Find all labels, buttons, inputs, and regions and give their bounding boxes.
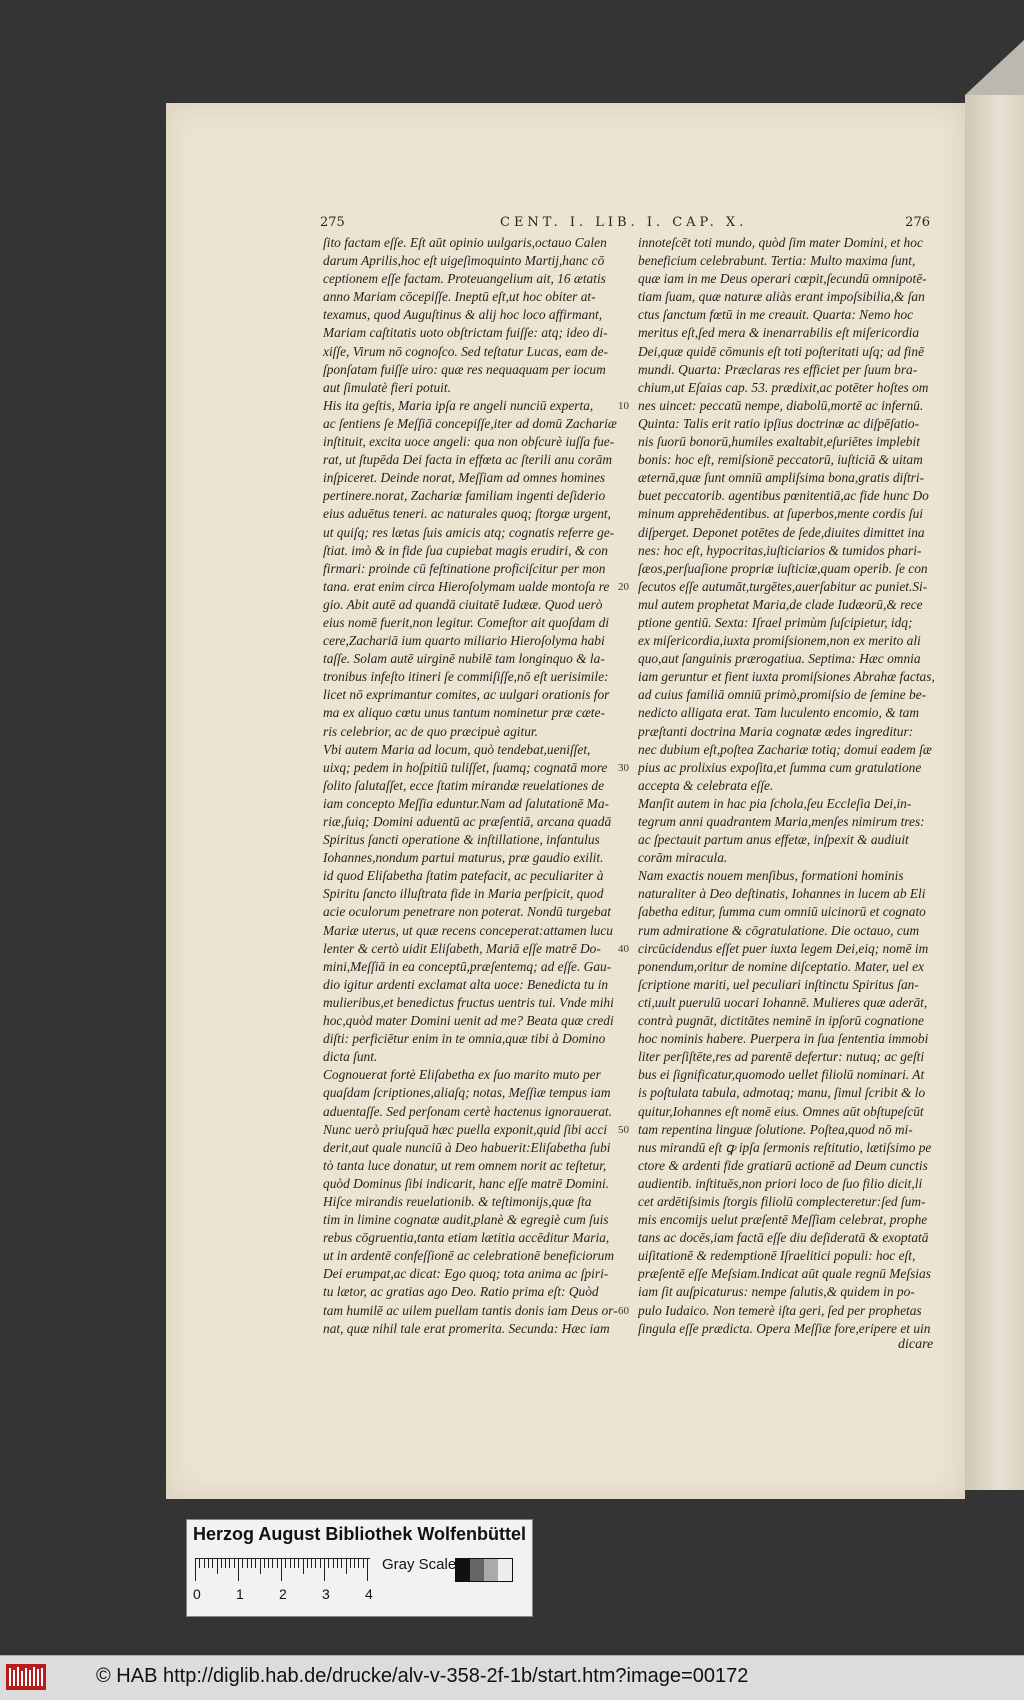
ruler-number: 4 <box>365 1586 373 1602</box>
text-line: anno Mariam cōcepiſſe. Ineptū eſt,ut hoc obiter at- <box>323 289 596 305</box>
text-line: ctus ſanctum fœtū in me creauit. Quarta: Nemo hoc <box>638 307 914 323</box>
text-line: aut ſimulatè fieri potuit. <box>323 379 451 395</box>
text-line: uiſitationē & redemptionē Iſraelitici populi: hoc eſt, <box>638 1248 916 1264</box>
text-line: liter perſiſtēte,res ad parentē defertur: nutuq; ac geſti <box>638 1049 925 1065</box>
text-line: Hiſce mirandis reuelationib. & teſtimonijs,quæ ſta <box>323 1193 592 1209</box>
text-line: tana. erat enim circa Hieroſolymam ualde montoſa re <box>323 578 610 594</box>
text-line: iam concepto Meſſia eduntur.Nam ad ſalutationē Ma- <box>323 795 609 811</box>
catchword: dicare <box>898 1337 934 1352</box>
text-line: iam ſit auſpicaturus: nempe ſalutis,& quidem in po- <box>638 1284 915 1300</box>
text-line: diſperget. Deponet potētes de ſede,diuites dimittet ina <box>638 524 925 540</box>
text-line: tò tanta luce donatur, ut rem omnem norit ac teſtetur, <box>323 1157 607 1173</box>
ruler-number: 3 <box>322 1586 330 1602</box>
text-line: mini,Meſſiā in ea conceptū,præſentemq; ad eſſe. Gau- <box>323 958 612 974</box>
text-line: ad cuius familiā omniū primò,promiſsio de ſemine be- <box>638 687 927 703</box>
text-line: rum admiratione & cōgratulatione. Die octauo, cum <box>638 922 920 938</box>
gray-scale-bar <box>455 1558 513 1582</box>
text-line: ptione gentiū. Sexta: Iſrael primùm ſuſcipietur, idq; <box>638 614 913 630</box>
text-line: nes: hoc eſt, hypocritas,iuſticiarios & tumidos phari- <box>638 542 922 558</box>
text-line: dicta ſunt. <box>323 1049 378 1065</box>
text-line: bus ei ſignificatur,quomodo uellet filiolū nominari. At <box>638 1067 925 1083</box>
text-line: audientib. inſtituēs,non priori loco de ſuo filio dicit,li <box>638 1175 923 1191</box>
text-line: eius aduētus teneri. ac naturales quoq; ſtorgæ urgent, <box>323 506 611 522</box>
text-line: ac ſentiens ſe Meſſiā concepiſſe,iter ad domū Zachariæ <box>323 415 617 431</box>
text-line: nec dubium eſt,poſtea Zachariæ totiq; domui eadem ſæ <box>638 741 932 757</box>
text-line: naturaliter à Deo deſtinatis, Iohannes in lucem ab Eli <box>638 886 926 902</box>
text-line: iam geruntur et fient iuxta promiſsiones Abrahæ factas, <box>638 669 935 685</box>
text-line: quitur,Iohannes eſt nomē eius. Omnes aūt obſtupeſcūt <box>638 1103 924 1119</box>
text-line: riæ,ſuiq; Domini aduentū ac præſentiā, arcana quadā <box>323 814 612 829</box>
running-header <box>320 213 930 235</box>
text-line: Spiritus ſancti operatione & inſtillatione, infantulus <box>323 832 600 848</box>
text-line: mundi. Quarta: Præclaras res efficiet per ſuum bra- <box>638 361 918 377</box>
text-line: hoc nominis habere. Puerpera in ſua ſententia immobi <box>638 1031 929 1047</box>
text-line: minum apprehēdentibus. at ſuperbos,mente cordis ſui <box>638 506 924 522</box>
text-line: quaſdam ſcriptiones,aliaſq; notas, Meſſiæ tempus iam <box>323 1085 611 1101</box>
text-line: ſtiat. imò & in fide ſua cupiebat magis erudiri, & con <box>323 542 608 558</box>
text-line: tiam ſuam, quæ naturæ aliàs erant impoſsibilia,& ſan <box>638 289 925 305</box>
text-line: ſito factam eſſe. Eſt aūt opinio uulgaris,octauo Calen <box>323 235 607 250</box>
text-line: diſti: perficiētur enim in te omnia,quæ tibi à Domino <box>323 1031 606 1047</box>
text-line: quo,aut ſanguinis prærogatiua. Septima: Hæc omnia <box>638 651 921 667</box>
text-line: is poſtulata tabula, admotaq; manu, ſimul ſcribit & lo <box>638 1085 926 1101</box>
text-line: ſcriptione mariti, uel peculiari inſtinctu Spiritus ſan- <box>638 976 919 992</box>
text-line: corām miracula. <box>638 850 728 866</box>
running-title: CENT. I. LIB. I. CAP. X. <box>500 215 748 230</box>
text-line: taſſe. Solam autē uirginē nubilē tam longinquo & la- <box>323 651 605 667</box>
text-line: tim in limine cognatæ audit,planè & egregiè cum ſuis <box>323 1212 609 1228</box>
text-line: ut quiſq; res lætas ſuis amicis atq; cognatis referre ge- <box>323 524 615 540</box>
margin-line-number: 10 <box>618 399 629 412</box>
text-line: licet nō exprimantur comites, ac uulgari orationis for <box>323 687 610 703</box>
text-line: rebus cōgruentia,tanta etiam lætitia accēditur Maria, <box>323 1230 610 1246</box>
text-line: cti,uult puerulū uocari Iohannē. Mulieres quæ aderāt, <box>638 994 928 1010</box>
text-column-right <box>638 234 938 1338</box>
text-line: texamus, quod Auguſtinus & alij hoc loco affirmant, <box>323 307 603 323</box>
margin-line-number: 60 <box>618 1304 629 1317</box>
text-line: æternā,quæ ſunt omniū ampliſsima bona,gratis diſtri- <box>638 470 925 486</box>
text-line: quòd Dominus ſibi indicarit, hanc eſſe matrē Domini. <box>323 1175 610 1191</box>
text-line: acie oculorum penetrare non poterat. Nondū turgebat <box>323 904 611 920</box>
text-line: Vbi autem Maria ad locum, quò tendebat,ueniſſet, <box>323 741 591 757</box>
text-line: ctore & ardenti fide gratiarū actionē ad Deum cunctis <box>638 1157 928 1173</box>
text-line: ſæos,perſuaſione propriæ iuſticiæ,quam operib. ſe con <box>638 560 928 576</box>
gray-scale-label: Gray Scale <box>382 1556 457 1573</box>
text-line: tam humilē ac uilem puellam tantis donis iam Deus or- <box>323 1302 618 1318</box>
stamp-title: Herzog August Bibliothek Wolfenbüttel <box>193 1524 526 1544</box>
text-line: Dei erumpat,ac dicat: Ego quoq; tota anima ac ſpiri- <box>323 1266 609 1282</box>
text-line: His ita geſtis, Maria ipſa re angeli nunciū experta, <box>323 397 594 413</box>
text-line: ex miſericordia,iuxta promiſsionem,non ex merito ali <box>638 633 921 649</box>
text-line: ut in ardentē confeſſionē ac celebrationē beneficiorum <box>323 1248 615 1264</box>
text-line: firmari: proinde cū feſtinatione proficiſcitur per mon <box>323 560 606 576</box>
text-line: cet ardētiſsimis ſtorgis filiolū complecteretur:ſed ſum- <box>638 1193 926 1209</box>
text-line: tegrum anni quadrantem Maria,menſes nimirum tres: <box>638 814 925 829</box>
text-line: ſponſatam fuiſſe uiro: quæ res nequaquam per iocum <box>323 361 606 377</box>
text-line: contrà pugnāt, dictitātes neminē in ipſorū cognatione <box>638 1013 925 1029</box>
text-line: inſtituit, excita uoce angeli: qua non obſcurè iuſſa fue- <box>323 434 615 450</box>
text-line: tans ac docēs,iam factā eſſe diu deſideratā & exoptatā <box>638 1230 929 1246</box>
text-line: Spiritu ſancto illuſtrata fide in Maria perſpicit, quod <box>323 886 604 902</box>
text-line: Quinta: Talis erit ratio ipſius doctrinæ ac diſpēſatio- <box>638 415 920 431</box>
library-stamp <box>186 1519 533 1617</box>
text-line: Dei,quæ quidē cōmunis eſt toti poſteritati uſq; ad finē <box>638 343 925 359</box>
ruler-number: 1 <box>236 1586 244 1602</box>
text-line: buet peccatorib. agentibus pœnitentiā,ac fide hunc Do <box>638 488 929 504</box>
text-line: pius ac prolixius expoſita,et ſumma cum gratulatione <box>638 759 922 775</box>
text-line: derit,aut quale nunciū à Deo habuerit:Eliſabetha ſubi <box>323 1139 611 1155</box>
text-line: Nam exactis nouem menſibus, formationi hominis <box>638 868 904 884</box>
hab-logo-icon <box>6 1664 46 1690</box>
text-line: uixq; pedem in hoſpitiū tuliſſet, ſuamq; cognatā more <box>323 759 608 775</box>
text-line: nedicto alligata erat. Tam luculento encomio, & tam <box>638 705 920 721</box>
text-line: ſolito ſalutaſſet, ecce ſtatim mirandæ reuelationes de <box>323 777 605 793</box>
margin-line-number: 50 <box>618 1123 629 1136</box>
footer-bar <box>0 1655 1024 1700</box>
text-line: id quod Eliſabetha ſtatim patefacit, ac peculiariter à <box>323 868 604 884</box>
text-line: circūcidendus eſſet puer iuxta legem Dei,eiq; nomē im <box>638 940 929 956</box>
page-number-right: 276 <box>905 215 930 230</box>
margin-line-number: 20 <box>618 580 629 593</box>
text-line: ceptionem eſſe factam. Proteuangelium ait, 16 ætatis <box>323 271 606 287</box>
text-line: darum Aprilis,hoc eſt uigeſimoquinto Martij,hanc cō <box>323 253 605 269</box>
text-line: accepta & celebrata eſſe. <box>638 777 774 793</box>
text-line: lenter & certò uidit Eliſabeth, Mariā eſſe matrē Do- <box>323 940 601 956</box>
source-url[interactable]: © HAB http://diglib.hab.de/drucke/alv-v-358-2f-1b/start.htm?image=00172 <box>96 1665 749 1687</box>
text-line: ac ſpectauit partum anus effetæ, inſpexit & audiuit <box>638 832 909 848</box>
text-line: tam repentina linguæ ſolutione. Poſtea,quod nō mi- <box>638 1121 913 1137</box>
text-line: beneficium celebrabunt. Tertia: Multo maxima ſunt, <box>638 253 916 269</box>
text-line: ſecutos eſſe autumāt,turgētes,auerſabitur ac puniet.Si- <box>638 578 928 594</box>
text-line: Nunc uerò priuſquā hæc puella exponit,quid ſibi acci <box>323 1121 608 1137</box>
text-line: xiſſe, Virum nō cognoſco. Sed teſtatur Lucas, eam de- <box>323 343 608 359</box>
text-line: præſtanti doctrina Maria cognatæ ædes ingreditur: <box>638 723 914 739</box>
adjacent-page-edge <box>965 95 1024 1490</box>
text-line: gio. Abit autē ad quandā ciuitatē Iudææ. Quod uerò <box>323 596 603 612</box>
text-line: chium,ut Eſaias cap. 53. prædixit,ac potēter hoſtes om <box>638 379 929 395</box>
text-line: Mariam caſtitatis uoto obſtrictam fuiſſe: atq; ideo di- <box>323 325 608 341</box>
text-line: mul autem prophetat Maria,de clade Iudæorū,& rece <box>638 596 923 612</box>
text-line: pertinere.norat, Zachariæ familiam ingenti deſiderio <box>323 488 606 504</box>
text-line: hoc,quòd mater Domini uenit ad me? Beata quæ credi <box>323 1013 614 1029</box>
text-line: dio igitur ardenti exclamat alta uoce: Benedicta tu in <box>323 976 609 992</box>
margin-line-number: 30 <box>618 761 629 774</box>
text-line: tronibus infeſto itineri ſe commiſiſſe,nō eſt uerisimile: <box>323 669 609 685</box>
text-line: cere,Zachariā ium quarto miliario Hieroſolyma habi <box>323 633 605 649</box>
text-line: Cognouerat fortè Eliſabetha ex ſuo marito muto per <box>323 1067 601 1083</box>
text-line: nat, quæ nihil tale erat promerita. Secunda: Hæc iam <box>323 1320 610 1336</box>
text-line: rat, ut ſtupēda Dei facta in effœta ac ſterili anu corām <box>323 452 612 468</box>
text-line: eius nomē fuerit,non legitur. Comeſtor ait quoſdam di <box>323 614 610 630</box>
text-line: inſpiceret. Deinde norat, Meſſiam ad omnes homines <box>323 470 606 486</box>
text-line: ponendum,oritur de nomine diſceptatio. Mater, uel ex <box>638 958 924 974</box>
scale-ruler <box>195 1558 370 1585</box>
text-line: nes uincet: peccatū nempe, diabolū,mortē ac infernū. <box>638 397 924 413</box>
text-line: quæ iam in me Deus operari cœpit,ſecundū omnipotē- <box>638 271 927 287</box>
text-line: Iohannes,nondum partui maturus, præ gaudio exilit. <box>323 850 604 866</box>
text-line: mis encomijs uelut præſentē Meſſiam celebrat, prophe <box>638 1212 928 1228</box>
text-line: pulo Iudaico. Non temerè iſta geri, ſed per prophetas <box>638 1302 922 1318</box>
text-line: nus mirandū eſt ꝙ ipſa ſermonis reſtitutio, lætiſsimo pe <box>638 1139 932 1155</box>
ruler-number: 0 <box>193 1586 201 1602</box>
text-line: mulieribus,et benedictus fructus uentris tui. Vnde mihi <box>323 994 614 1010</box>
text-line: innoteſcēt toti mundo, quòd ſim mater Domini, et hoc <box>638 235 923 250</box>
page-number-left: 275 <box>320 215 345 230</box>
text-line: ſingula eſſe prædicta. Opera Meſſiæ fore,eripere et uin <box>638 1320 931 1336</box>
text-line: bonis: hoc eſt, remiſsionē peccatorū, iuſticiā & uitam <box>638 452 923 468</box>
text-line: ma ex aliquo cœtu unus tantum nominetur præ cæte- <box>323 705 605 721</box>
text-line: Manſit autem in hac pia ſchola,ſeu Eccleſia Dei,in- <box>638 795 912 811</box>
text-line: meritus eſt,ſed mera & inenarrabilis eſt miſericordia <box>638 325 920 341</box>
margin-line-number: 40 <box>618 942 629 955</box>
text-line: aduentaſſe. Sed perſonam certè hactenus ignorauerat. <box>323 1103 612 1119</box>
page-corner <box>965 40 1024 95</box>
text-line: nis ſuorū bonorū,humiles exaltabit,eſuriētes implebit <box>638 434 920 450</box>
text-column-left <box>323 234 619 1338</box>
text-line: Mariæ uterus, ut quæ recens conceperat:attamen lucu <box>323 922 613 938</box>
text-line: ſabetha editur, ſumma cum omniū uicinorū et cognato <box>638 904 926 920</box>
text-line: tu lætor, ac gratias ago Deo. Ratio prima eſt: Quòd <box>323 1284 599 1300</box>
ruler-number: 2 <box>279 1586 287 1602</box>
text-line: præſentē eſſe Meſsiam.Indicat aūt quale regnū Meſsias <box>638 1266 931 1282</box>
text-line: ris celebrior, ac de quo præcipuè agitur. <box>323 723 538 739</box>
